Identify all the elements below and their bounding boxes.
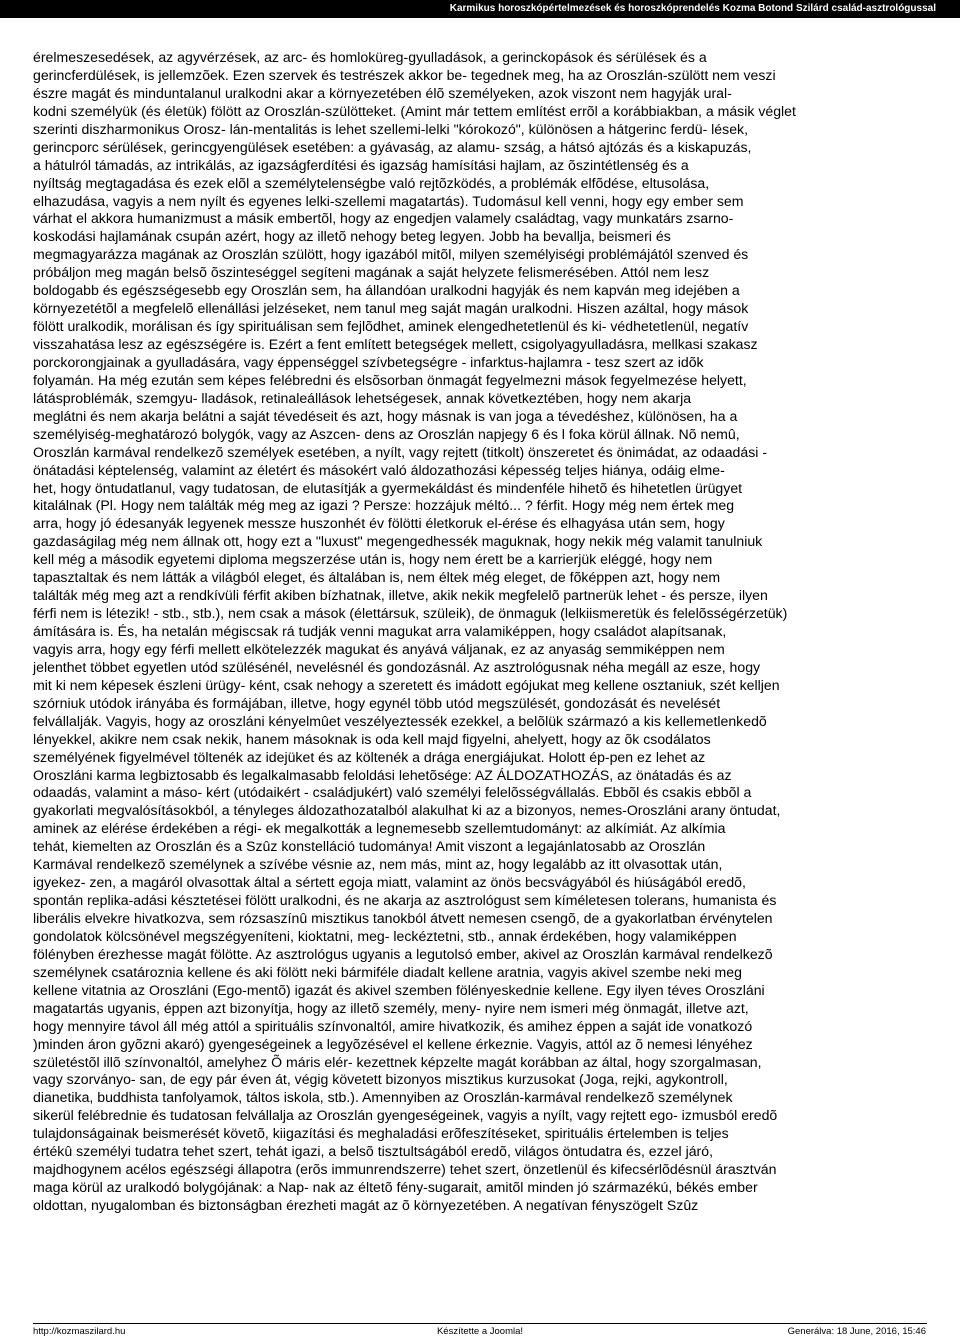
text-line: fölött uralkodik, morálisan és így spirituálisan sem fejlõdhet, aminek elengedhetetlenül és ki- védhetetlenül, negatív: [33, 318, 749, 335]
text-line: elhazudása, vagyis a nem nyílt és egyenes lelki-szellemi magatartás). Tudomásul kell venni, hogy egy ember sem: [33, 192, 744, 209]
text-line: igyekez- zen, a magáról olvasottak által a sértett egoja miatt, valamint az önös becsvágyából és hiúságából eredõ,: [33, 874, 746, 891]
text-line: oldottan, nyugalomban és biztonságban érezheti magát az õ környezetében. A negatívan fényszögelt Szûz: [33, 1197, 699, 1213]
text-line: érelmeszesedések, az agyvérzések, az arc- és homloküreg-gyulladások, a gerinckopások és sérülések és a: [33, 49, 707, 65]
text-line: nyíltság megtagadása és ezek elõl a személytelenségbe való rejtõzködés, a problémák elfõdése, eltusolása,: [33, 174, 710, 191]
text-line: gerincporc sérülések, gerincgyengülések esetében: a gyávaság, az alamu- szság, a hátsó ajtózás és a kiskapuzás,: [33, 138, 752, 155]
footer-site-url[interactable]: http://kozmaszilard.hu: [33, 1326, 126, 1337]
text-line: környezetétõl a megfelelõ ellenállási jelzéseket, nem tanul meg saját magán uralkodni. Hiszen azáltal, hogy mások: [33, 300, 749, 317]
text-line: mit ki nem képesek észleni ürügy- ként, csak nehogy a szeretett és imádott egójukat meg kellene osztaniuk, szét kelljen: [33, 676, 780, 693]
text-line: hogy mennyire távol áll még attól a spirituális színvonaltól, amire hivatkozik, és amihez éppen a saját ide vonatkozó: [33, 1017, 753, 1034]
text-line: majdhogynem acélos egészségi állapotra (erõs immunrendszerre) tehet szert, önzetlenül és kifecsérlõdésnül árasztván: [33, 1161, 777, 1178]
text-line: vagyis arra, hogy egy férfi mellett elkötelezzék magukat és anyává váljanak, ez az anyaság semmiképpen nem: [33, 640, 725, 657]
article-body: [33, 49, 925, 1215]
text-line: személynek csatároznia kellene és aki fölött neki bármiféle diadalt kellene aratnia, vagyis akivel szembe neki meg: [33, 963, 742, 980]
text-line: személyének figyelmével töltenék az idejüket és az költenék a drága energiájukat. Holott ép-pen ez lehet az: [33, 748, 706, 765]
text-line: tapasztaltak és nem látták a világból eleget, és általában is, nem éltek még eleget, de fõképpen azt, hogy nem: [33, 569, 721, 586]
text-line: gerincferdülések, is jellemzõek. Ezen szervek és testrészek akkor be- tegednek meg, ha az Oroszlán-szülött nem veszi: [33, 66, 776, 83]
text-line: gazdaságilag még nem állnak ott, hogy ezt a "luxust" megengedhessék maguknak, hogy nekik még valamit tanulniuk: [33, 533, 763, 550]
text-line: ámítására is. És, ha netalán mégiscsak rá tudják venni magukat arra valamiképpen, hogy családot alapítsanak,: [33, 623, 727, 639]
text-line: Karmával rendelkezõ személynek a szívébe vésnie az, nem más, mint az, hogy legalább az itt olvasottak után,: [33, 856, 723, 873]
text-line: látásproblémák, szemgyu- lladások, retinaleállások lehetségesek, annak következtében, hogy nem akarja: [33, 389, 692, 406]
text-line: értékû személyi tudatra tehet szert, tehát igazi, a belsõ tisztultságából eredõ, világos öntudatra és, ezzel járó,: [33, 1143, 714, 1160]
text-line: koskodási hajlamának csupán azért, hogy az illetõ nehogy beteg legyen. Jobb ha bevallja, beismeri és: [33, 228, 671, 245]
footer-divider: [33, 1323, 927, 1324]
text-line: het, hogy öntudatlanul, vagy tudatosan, de elutasítják a gyermekáldást és mindenféle hihetõ és hihetetlen ürügyet: [33, 479, 743, 496]
text-line: Oroszláni karma legbiztosabb és legalkalmasabb feloldási lehetõsége: AZ ÁLDOZATHOZÁS, az önátadás és az: [33, 766, 732, 783]
text-line: porckorongjainak a gyulladására, vagy éppenséggel szívbetegségre - infarktus-hajlamra - tesz szert az idõk: [33, 353, 704, 370]
text-line: önátadási képtelenség, valamint az életért és másokért való áldozathozási képesség teljes hiánya, odáig elme-: [33, 461, 725, 478]
text-line: lényekkel, akikre nem csak nekik, hanem másoknak is oda kell majd figyelni, ahelyett, hogy az õk csodálatos: [33, 730, 711, 747]
footer-credit: Készítette a Joomla!: [436, 1326, 524, 1337]
text-line: gyakorlati megvalósításokból, a tényleges áldozathozatalból alakulhat ki az a bizonyos, nemes-Oroszláni arany öntudat,: [33, 802, 781, 819]
text-line: maga körül az uralkodó bolygójának: a Nap- nak az éltetõ fény-sugarait, amitõl minden jó származékú, békés ember: [33, 1179, 758, 1196]
text-line: dianetika, buddhista tanfolyamok, táltos iskola, stb.). Amennyiben az Oroszlán-karmával rendelkezõ személynek: [33, 1089, 733, 1106]
text-line: jelenthet többet egyetlen utód szülésénél, nevelésnél és gondozásnál. Az asztrológusnak néha megáll az esze, hogy: [33, 658, 761, 675]
footer-generated-date: Generálva: 18 June, 2016, 15:46: [787, 1326, 926, 1337]
text-line: vagy szorványo- san, de egy pár éven át, végig követett bizonyos misztikus kurzusokat (Joga, rejki, agykontroll,: [33, 1071, 728, 1088]
text-line: észre magát és minduntalanul uralkodni akar a környezetében élõ személyeken, azok viszont nem hagyják ural-: [33, 84, 732, 101]
text-line: a hátulról támadás, az intrikálás, az igazságferdítési és igazság hamísítási hajlam, az õszintétlenség és a: [33, 156, 689, 173]
text-line: fölényben érezhesse magát fölötte. Az asztrológus ugyanis a legutolsó ember, akivel az Oroszlán karmával rendelkezõ: [33, 945, 773, 962]
text-line: várhat el akkora humanizmust a másik embertõl, hogy az engedjen valamely családtag, vagy munkatárs zsarno-: [33, 210, 734, 227]
text-line: folyamán. Ha még ezután sem képes felébredni és elsõsorban önmagát fegyelmezni mások fegyelmezése helyett,: [33, 371, 747, 388]
site-header-bar: [0, 0, 960, 18]
text-line: gondolatok kölcsönével megszégyeníteni, kioktatni, meg- leckéztetni, stb., annak érdekében, hogy valamiképpen: [33, 927, 737, 944]
text-line: )minden áron gyõzni akaró) gyengeségeinek a legyõzésével el kellene érkeznie. Vagyis, attól az õ nemesi lényéhez: [33, 1035, 753, 1052]
text-line: meglátni és nem akarja belátni a saját tévedéseit és azt, hogy másnak is van joga a tévedéshez, különösen, ha a: [33, 407, 738, 424]
text-line: odaadás, valamint a máso- kért (utódaikért - családjukért) való személyi felelõsségvállalás. Ebbõl és csakis ebbõl a: [33, 784, 752, 801]
text-line: személyiség-meghatározó bolygók, vagy az Aszcen- dens az Oroszlán napjegy 6 és l foka körül állnak. Nõ nemû,: [33, 425, 740, 442]
text-line: Oroszlán karmával rendelkezõ személyek esetében, a nyílt, vagy rejtett (titkolt) önszeretet és önimádat, az odaadási -: [33, 443, 768, 460]
text-line: szórniuk utódok irányába és formájában, illetve, hogy egynél több utód megszülését, gondozását és nevelését: [33, 694, 721, 711]
text-line: kitalálnak (Pl. Hogy nem találták még meg az igazi ? Persze: hozzájuk méltó... ? férfit. Hogy még nem értek meg: [33, 497, 735, 514]
text-line: arra, hogy jó édesanyák legyenek messze huszonhét év fölötti életkoruk el-érése és elhagyása után sem, hogy: [33, 515, 725, 532]
text-line: tehát, kiemelten az Oroszlán és a Szûz konstelláció tudománya! Amit viszont a legajánlatosabb az Oroszlán: [33, 838, 706, 855]
text-line: spontán replika-adási késztetései fölött uralkodni, és ne akarja az asztrológust sem kíméletesen tolerans, humanista és: [33, 892, 777, 909]
text-line: tulajdonságainak beismerését követõ, kiigazítási és meghaladási erõfeszítéseket, spirituális értelemben is teljes: [33, 1125, 729, 1142]
text-line: férfi nem is létezik! - stb., stb.), nem csak a mások (élettársuk, szüleik), de önmaguk (lelkiismeretük és felelõsségérzetük): [33, 605, 788, 622]
text-line: liberális elvekre hivatkozva, sem rózsaszínû misztikus tanokból átvett nemesen csengõ, de a gyakorlatban érvénytelen: [33, 910, 773, 926]
text-line: próbáljon meg magán belsõ õszinteséggel segíteni magának a saját helyzete felismerésében. Attól nem lesz: [33, 264, 710, 281]
site-title: Karmikus horoszkópértelmezések és horoszkóprendelés Kozma Botond Szilárd család-asztrológussal: [449, 3, 936, 14]
text-line: boldogabb és egészségesebb egy Oroszlán sem, ha állandóan uralkodni hagyják és nem kapván meg idejében a: [33, 282, 740, 299]
text-line: felvállalják. Vagyis, hogy az oroszláni kényelmûet veszélyeztessék ezekkel, a belõlük származó a kis kellemetlenkedõ: [33, 712, 767, 729]
text-line: megmagyarázza magának az Oroszlán szülött, hogy igazából mitõl, milyen személyiségi problémájától szenved és: [33, 246, 749, 263]
text-line: magatartás ugyanis, éppen azt bizonyítja, hogy az illetõ személy, meny- nyire nem ismeri még önmagát, illetve azt,: [33, 999, 749, 1016]
text-line: kodni személyük (és életük) fölött az Oroszlán-szülötteket. (Amint már tettem említést errõl a korábbiakban, a másik véglet: [33, 102, 796, 119]
text-line: aminek az elérése érdekében a régi- ek megalkották a legnemesebb szellemtudományt: az alkímiát. Az alkímia: [33, 820, 726, 837]
text-line: szerinti diszharmonikus Orosz- lán-mentalitás is lehet szellemi-lelki "kórokozó", különösen a hátgerinc ferdü- lések,: [33, 120, 748, 137]
page-footer: [0, 1323, 960, 1338]
text-line: kellene vitatnia az Oroszláni (Ego-mentõ) igazát és akivel szemben fölényeskednie kellene. Egy ilyen téves Oroszláni: [33, 981, 765, 998]
text-line: születéstõl illõ színvonaltól, amelyhez Õ máris elér- kezettnek képzelte magát korábban az által, hogy szorgalmasan,: [33, 1053, 762, 1070]
text-line: visszahatása lesz az egészségére is. Ezért a fent említett betegségek mellett, csigolyagyulladásra, mellkasi szakasz: [33, 336, 758, 352]
text-line: találták még meg azt a rendkívüli férfit akiben bízhatnak, illetve, akik nekik megfelelõ partnerük lehet - és persze, ilyen: [33, 587, 768, 604]
text-line: sikerül felébrednie és tudatosan felvállalja az Oroszlán gyengeségeinek, vagyis a nyílt, vagy rejtett ego- izmusból eredõ: [33, 1107, 778, 1124]
text-line: kell még a második egyetemi diploma megszerzése után is, hogy nem érett be a karrierjük eléggé, hogy nem: [33, 551, 713, 568]
